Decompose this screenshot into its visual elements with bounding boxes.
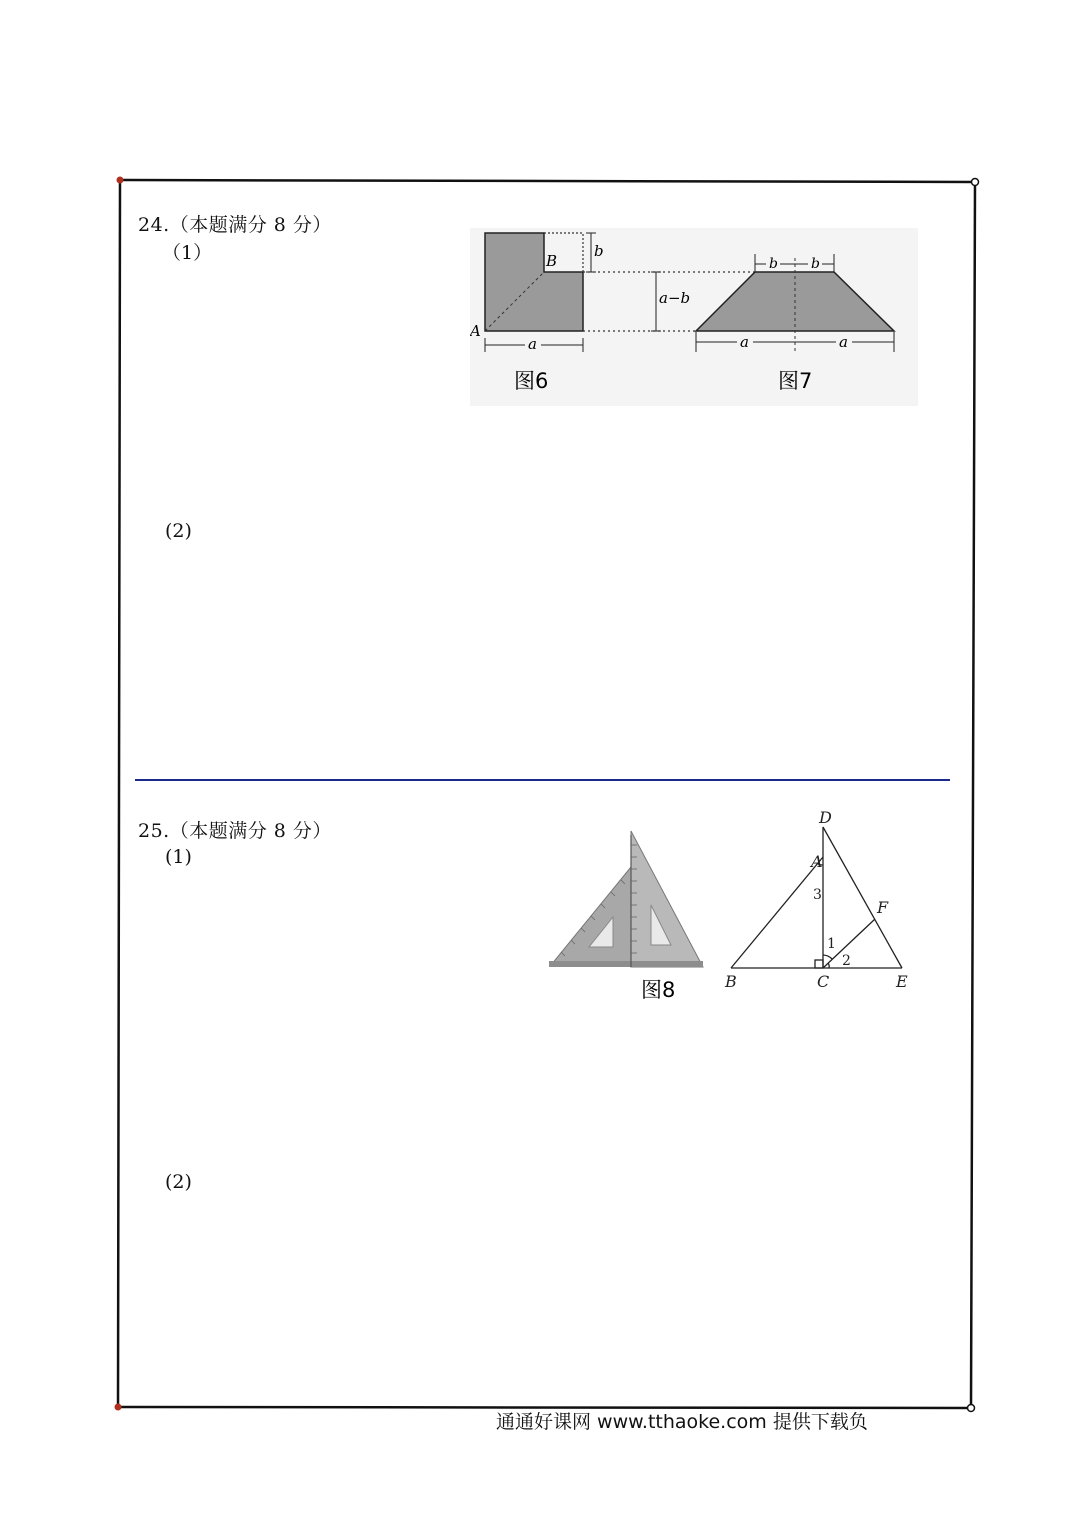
- q25-header: 25.（本题满分 8 分）: [138, 820, 332, 842]
- section-divider: [135, 779, 950, 781]
- fig8-label-C: C: [817, 972, 830, 991]
- fig8-label-B: B: [725, 972, 737, 991]
- fig8-label-3: 3: [813, 887, 822, 903]
- fig6-caption: 图6: [514, 369, 549, 393]
- fig6-label-A: A: [470, 322, 481, 340]
- fig7-caption: 图7: [778, 369, 813, 393]
- fig8-label-2: 2: [842, 953, 851, 969]
- fig8-label-1: 1: [827, 936, 836, 952]
- fig6-label-a: a: [528, 335, 537, 353]
- fig6-label-B: B: [546, 252, 558, 270]
- q24-part2-label: (2): [165, 520, 192, 542]
- q25-part2-label: (2): [165, 1171, 192, 1193]
- fig8-label-A: A: [811, 852, 823, 871]
- fig7-label-amb: a−b: [659, 289, 691, 307]
- fig6-label-b: b: [594, 242, 604, 260]
- fig7-label-a2: a: [839, 333, 848, 351]
- fig8-label-F: F: [877, 898, 889, 917]
- fig7-label-b2: b: [811, 256, 820, 272]
- set-squares-image: [549, 831, 703, 967]
- footer-text: 通通好课网 www.tthaoke.com 提供下载负: [496, 1411, 868, 1433]
- q25-part1-label: (1): [165, 846, 192, 868]
- fig8-caption: 图8: [641, 978, 676, 1002]
- figure-6-7: [470, 228, 918, 406]
- q24-header: 24.（本题满分 8 分）: [138, 214, 332, 236]
- fig8-label-D: D: [819, 808, 832, 827]
- fig7-label-a1: a: [740, 333, 749, 351]
- fig8-label-E: E: [896, 972, 908, 991]
- q24-part1-label: （1）: [162, 242, 213, 264]
- figure-8: [545, 805, 920, 1005]
- fig7-label-b1: b: [769, 256, 778, 272]
